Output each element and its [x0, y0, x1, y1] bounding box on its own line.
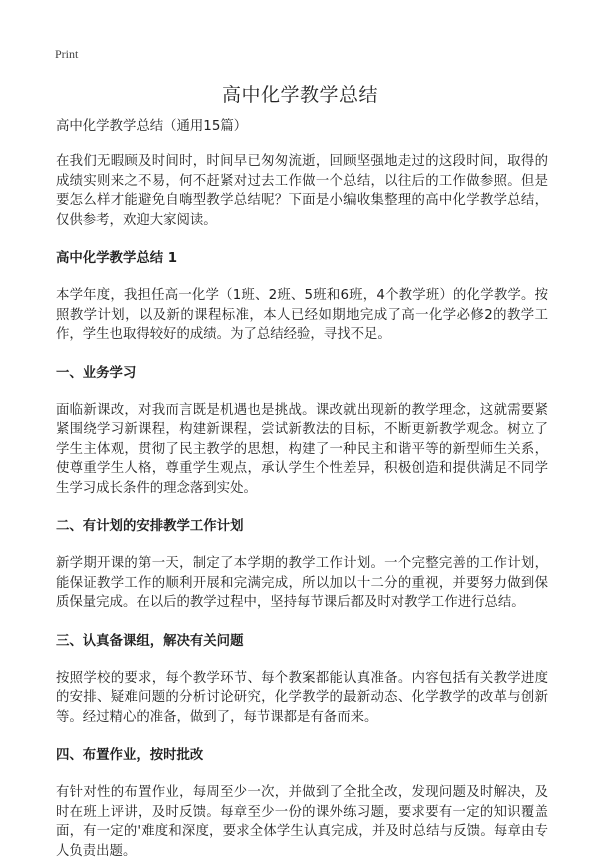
section-intro-paragraph: 本学年度，我担任高一化学（1班、2班、5班和6班，4个教学班）的化学教学。按照教学计划，以及新的课程标准，本人已经如期地完成了高一化学必修2的教学工作，学生也取得较好的成绩。为了总结经验，寻找不足。	[56, 288, 548, 342]
part-body-4: 有针对性的布置作业，每周至少一次，并做到了全批全改，发现问题及时解决，及时在班上评讲，及时反馈。每章至少一份的课外练习题，要求要有一定的知识覆盖面，有一定的'难度和深度，要求全体学生认真完成，并及时总结与反馈。每章由专人负责出题。	[56, 785, 548, 859]
part-body-2: 新学期开课的第一天，制定了本学期的教学工作计划。一个完整完善的工作计划，能保证教学工作的顺利开展和完满完成，所以加以十二分的重视，并要努力做到保质保量完成。在以后的教学过程中，坚持每节课后都及时对教学工作进行总结。	[56, 556, 548, 610]
part-body-1: 面临新课改，对我而言既是机遇也是挑战。课改就出现新的教学理念，这就需要紧紧围绕学习新课程，构建新课程，尝试新教法的目标，不断更新教学观念。树立了学生主体观，贯彻了民主教学的思想，构建了一种民主和谐平等的新型师生关系，使尊重学生人格，尊重学生观点，承认学生个性差异，积极创造和提供满足不同学生学习成长条件的理念落到实处。	[56, 402, 548, 496]
intro-paragraph: 在我们无暇顾及时间时，时间早已匆匆流逝，回顾坚强地走过的这段时间，取得的成绩实则来之不易，何不赶紧对过去工作做一个总结，以往后的工作做参照。但是要怎么样才能避免自嗨型教学总结呢？下面是小编收集整理的高中化学教学总结，仅供参考，欢迎大家阅读。	[56, 154, 548, 228]
document-subtitle: 高中化学教学总结（通用15篇）	[56, 119, 248, 134]
part-heading-4: 四、布置作业，按时批改	[56, 748, 204, 763]
part-heading-3: 三、认真备课组，解决有关问题	[56, 633, 244, 649]
part-heading-2: 二、有计划的安排教学工作计划	[56, 519, 244, 534]
page-title: 高中化学教学总结	[221, 84, 378, 106]
part-heading-1: 一、业务学习	[56, 365, 137, 381]
print-link[interactable]: Print	[55, 47, 79, 61]
article-body	[56, 118, 548, 861]
part-body-3: 按照学校的要求，每个教学环节、每个教案都能认真准备。内容包括有关教学进度的安排、疑难问题的分析讨论研究，化学教学的最新动态、化学教学的改革与创新等。经过精心的准备，做到了，每节课都是有备而来。	[56, 670, 548, 725]
section-heading: 高中化学教学总结 1	[56, 251, 178, 266]
